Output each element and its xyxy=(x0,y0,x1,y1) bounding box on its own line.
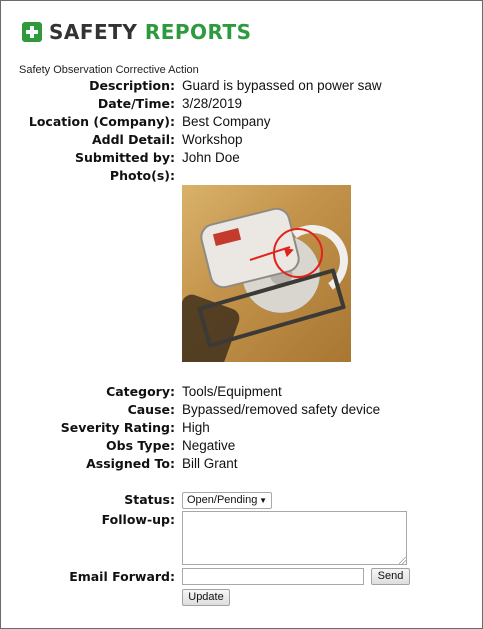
obs-type-row xyxy=(1,437,483,455)
location-value: Best Company xyxy=(182,114,271,129)
assigned-to-row xyxy=(1,455,483,473)
followup-textarea[interactable] xyxy=(182,511,407,565)
cause-label: Cause: xyxy=(127,402,175,417)
description-row xyxy=(1,77,483,95)
severity-row xyxy=(1,419,483,437)
addl-detail-row xyxy=(1,131,483,149)
location-row xyxy=(1,113,483,131)
severity-label: Severity Rating: xyxy=(60,420,175,435)
logo-word-reports: REPORTS xyxy=(144,20,252,44)
submitted-by-value: John Doe xyxy=(182,150,240,165)
safety-reports-logo xyxy=(22,21,252,43)
category-row xyxy=(1,383,483,401)
send-button[interactable]: Send xyxy=(371,568,410,585)
assigned-to-value: Bill Grant xyxy=(182,456,238,471)
obs-type-label: Obs Type: xyxy=(106,438,175,453)
datetime-row xyxy=(1,95,483,113)
category-value: Tools/Equipment xyxy=(182,384,282,399)
datetime-label: Date/Time: xyxy=(97,96,175,111)
severity-value: High xyxy=(182,420,210,435)
email-label: Email Forward: xyxy=(69,569,175,584)
photos-row xyxy=(1,167,483,185)
assigned-to-label: Assigned To: xyxy=(86,456,175,471)
photos-label: Photo(s): xyxy=(109,168,175,183)
highlight-circle xyxy=(273,228,323,278)
submitted-by-label: Submitted by: xyxy=(75,150,175,165)
category-label: Category: xyxy=(106,384,175,399)
addl-detail-label: Addl Detail: xyxy=(91,132,175,147)
cause-row xyxy=(1,401,483,419)
description-value: Guard is bypassed on power saw xyxy=(182,78,382,93)
update-button[interactable]: Update xyxy=(182,589,230,606)
first-aid-cross-icon xyxy=(22,22,42,42)
logo-text xyxy=(49,21,252,43)
email-forward-input[interactable] xyxy=(182,568,364,585)
status-selected-value: Open/Pending xyxy=(187,494,258,506)
submitted-by-row xyxy=(1,149,483,167)
status-select[interactable] xyxy=(182,492,272,509)
location-label: Location (Company): xyxy=(28,114,175,129)
logo-word-safety: SAFETY xyxy=(49,20,138,44)
datetime-value: 3/28/2019 xyxy=(182,96,243,111)
description-label: Description: xyxy=(89,78,175,93)
dropdown-arrow-icon: ▼ xyxy=(259,496,267,505)
page-subtitle: Safety Observation Corrective Action xyxy=(19,64,199,76)
cause-value: Bypassed/removed safety device xyxy=(182,402,381,417)
followup-label: Follow-up: xyxy=(101,512,175,527)
status-label: Status: xyxy=(124,492,175,507)
observation-photo[interactable] xyxy=(182,185,351,362)
resize-grip-icon[interactable] xyxy=(399,557,406,564)
addl-detail-value: Workshop xyxy=(182,132,243,147)
obs-type-value: Negative xyxy=(182,438,236,453)
